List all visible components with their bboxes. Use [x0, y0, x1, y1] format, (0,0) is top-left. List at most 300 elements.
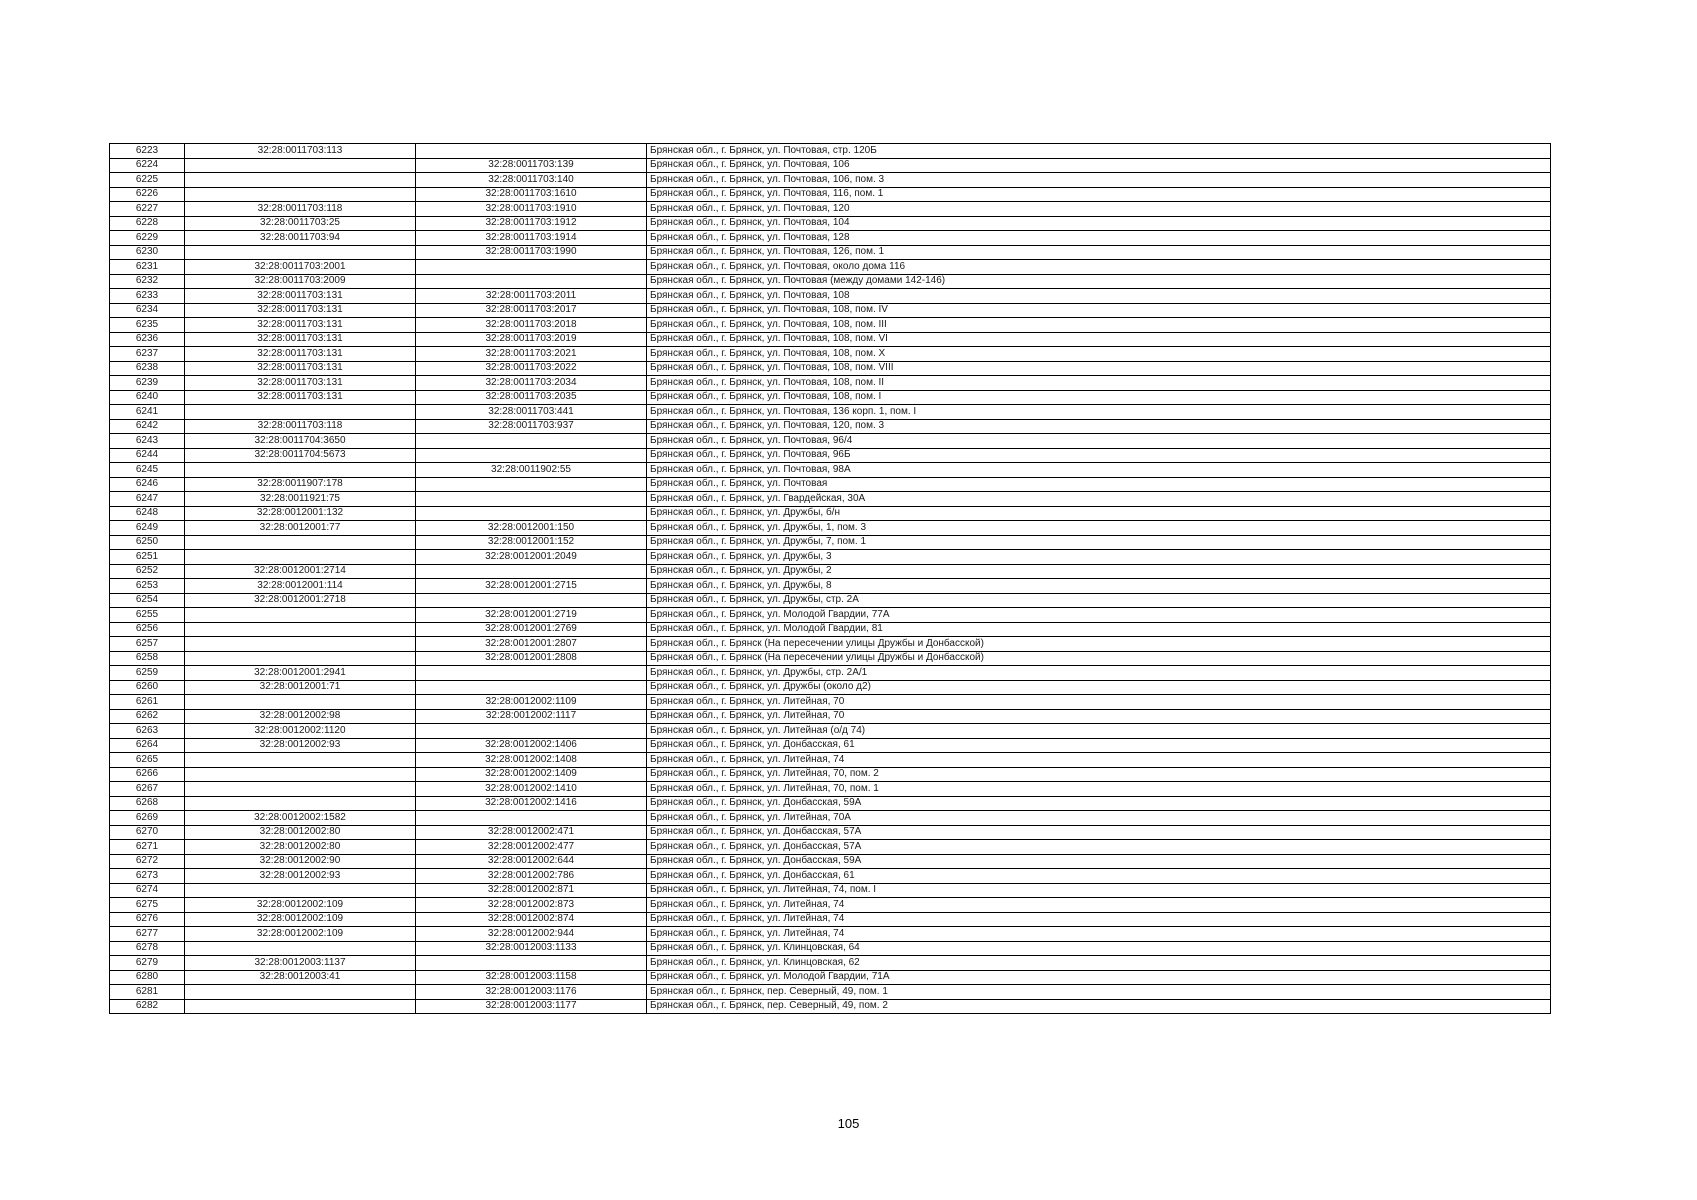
table-row: [110, 390, 1551, 405]
address-cell: Брянская обл., г. Брянск, ул. Гвардейская, 30А: [647, 492, 1551, 507]
object-cadastral-number-cell: [416, 593, 647, 608]
object-cadastral-number-cell: [416, 506, 647, 521]
row-number-cell: 6276: [110, 912, 185, 927]
table-row: [110, 318, 1551, 333]
row-number-cell: 6279: [110, 956, 185, 971]
row-number-cell: 6277: [110, 927, 185, 942]
table-row: [110, 347, 1551, 362]
parcel-cadastral-number-cell: 32:28:0011703:25: [185, 216, 416, 231]
address-cell: Брянская обл., г. Брянск, ул. Почтовая, 108, пом. III: [647, 318, 1551, 333]
table-row: [110, 216, 1551, 231]
address-cell: Брянская обл., г. Брянск, ул. Дружбы, 8: [647, 579, 1551, 594]
table-row: [110, 289, 1551, 304]
table-row: [110, 941, 1551, 956]
parcel-cadastral-number-cell: 32:28:0011921:75: [185, 492, 416, 507]
table-row: [110, 637, 1551, 652]
address-cell: Брянская обл., г. Брянск, ул. Почтовая, 108: [647, 289, 1551, 304]
object-cadastral-number-cell: 32:28:0011703:2022: [416, 361, 647, 376]
object-cadastral-number-cell: 32:28:0011703:1914: [416, 231, 647, 246]
address-cell: Брянская обл., г. Брянск, ул. Донбасская, 61: [647, 738, 1551, 753]
parcel-cadastral-number-cell: 32:28:0011703:2009: [185, 274, 416, 289]
address-cell: Брянская обл., г. Брянск, ул. Почтовая: [647, 477, 1551, 492]
address-cell: Брянская обл., г. Брянск, ул. Молодой Гвардии, 71А: [647, 970, 1551, 985]
row-number-cell: 6264: [110, 738, 185, 753]
row-number-cell: 6272: [110, 854, 185, 869]
parcel-cadastral-number-cell: 32:28:0012001:2714: [185, 564, 416, 579]
parcel-cadastral-number-cell: [185, 405, 416, 420]
parcel-cadastral-number-cell: [185, 651, 416, 666]
parcel-cadastral-number-cell: 32:28:0011703:131: [185, 347, 416, 362]
address-cell: Брянская обл., г. Брянск, ул. Почтовая, 120, пом. 3: [647, 419, 1551, 434]
address-cell: Брянская обл., г. Брянск, ул. Литейная, 70: [647, 709, 1551, 724]
address-cell: Брянская обл., г. Брянск, ул. Дружбы, 1, пом. 3: [647, 521, 1551, 536]
records-table: [109, 143, 1551, 1014]
address-cell: Брянская обл., г. Брянск, ул. Литейная, 74: [647, 753, 1551, 768]
object-cadastral-number-cell: 32:28:0012002:871: [416, 883, 647, 898]
row-number-cell: 6246: [110, 477, 185, 492]
table-row: [110, 651, 1551, 666]
parcel-cadastral-number-cell: [185, 695, 416, 710]
parcel-cadastral-number-cell: [185, 550, 416, 565]
address-cell: Брянская обл., г. Брянск, ул. Почтовая, 106: [647, 158, 1551, 173]
row-number-cell: 6244: [110, 448, 185, 463]
table-row: [110, 753, 1551, 768]
address-cell: Брянская обл., г. Брянск, ул. Почтовая, 126, пом. 1: [647, 245, 1551, 260]
address-cell: Брянская обл., г. Брянск, ул. Литейная (о/д 74): [647, 724, 1551, 739]
parcel-cadastral-number-cell: [185, 463, 416, 478]
object-cadastral-number-cell: [416, 448, 647, 463]
table-row: [110, 796, 1551, 811]
address-cell: Брянская обл., г. Брянск, ул. Почтовая, 96/4: [647, 434, 1551, 449]
address-cell: Брянская обл., г. Брянск, ул. Дружбы, 7, пом. 1: [647, 535, 1551, 550]
parcel-cadastral-number-cell: [185, 782, 416, 797]
object-cadastral-number-cell: 32:28:0012001:2049: [416, 550, 647, 565]
address-cell: Брянская обл., г. Брянск, ул. Литейная, 70: [647, 695, 1551, 710]
row-number-cell: 6249: [110, 521, 185, 536]
parcel-cadastral-number-cell: [185, 985, 416, 1000]
object-cadastral-number-cell: 32:28:0011703:1910: [416, 202, 647, 217]
parcel-cadastral-number-cell: 32:28:0011703:94: [185, 231, 416, 246]
table-row: [110, 448, 1551, 463]
object-cadastral-number-cell: 32:28:0011703:139: [416, 158, 647, 173]
row-number-cell: 6253: [110, 579, 185, 594]
table-row: [110, 709, 1551, 724]
row-number-cell: 6232: [110, 274, 185, 289]
row-number-cell: 6239: [110, 376, 185, 391]
parcel-cadastral-number-cell: 32:28:0012001:77: [185, 521, 416, 536]
object-cadastral-number-cell: [416, 274, 647, 289]
address-cell: Брянская обл., г. Брянск, ул. Почтовая, 128: [647, 231, 1551, 246]
parcel-cadastral-number-cell: 32:28:0012002:109: [185, 912, 416, 927]
address-cell: Брянская обл., г. Брянск, ул. Почтовая, 136 корп. 1, пом. I: [647, 405, 1551, 420]
row-number-cell: 6257: [110, 637, 185, 652]
parcel-cadastral-number-cell: [185, 187, 416, 202]
parcel-cadastral-number-cell: 32:28:0012002:1120: [185, 724, 416, 739]
object-cadastral-number-cell: 32:28:0012001:2808: [416, 651, 647, 666]
row-number-cell: 6234: [110, 303, 185, 318]
address-cell: Брянская обл., г. Брянск, пер. Северный, 49, пом. 1: [647, 985, 1551, 1000]
table-row: [110, 927, 1551, 942]
object-cadastral-number-cell: [416, 811, 647, 826]
row-number-cell: 6269: [110, 811, 185, 826]
address-cell: Брянская обл., г. Брянск, ул. Дружбы (около д2): [647, 680, 1551, 695]
row-number-cell: 6263: [110, 724, 185, 739]
parcel-cadastral-number-cell: 32:28:0011703:118: [185, 202, 416, 217]
table-row: [110, 883, 1551, 898]
row-number-cell: 6255: [110, 608, 185, 623]
row-number-cell: 6238: [110, 361, 185, 376]
parcel-cadastral-number-cell: 32:28:0011703:131: [185, 289, 416, 304]
table-row: [110, 260, 1551, 275]
table-row: [110, 158, 1551, 173]
object-cadastral-number-cell: 32:28:0011703:140: [416, 173, 647, 188]
object-cadastral-number-cell: 32:28:0012002:477: [416, 840, 647, 855]
row-number-cell: 6261: [110, 695, 185, 710]
address-cell: Брянская обл., г. Брянск, ул. Донбасская, 59А: [647, 854, 1551, 869]
table-row: [110, 564, 1551, 579]
address-cell: Брянская обл., г. Брянск, ул. Литейная, 74: [647, 912, 1551, 927]
table-row: [110, 854, 1551, 869]
parcel-cadastral-number-cell: 32:28:0011703:131: [185, 318, 416, 333]
address-cell: Брянская обл., г. Брянск, ул. Почтовая, 120: [647, 202, 1551, 217]
table-row: [110, 666, 1551, 681]
object-cadastral-number-cell: 32:28:0011703:2011: [416, 289, 647, 304]
address-cell: Брянская обл., г. Брянск, ул. Дружбы, б/н: [647, 506, 1551, 521]
address-cell: Брянская обл., г. Брянск, ул. Почтовая, около дома 116: [647, 260, 1551, 275]
table-row: [110, 724, 1551, 739]
table-row: [110, 463, 1551, 478]
table-row: [110, 376, 1551, 391]
address-cell: Брянская обл., г. Брянск, ул. Почтовая (между домами 142-146): [647, 274, 1551, 289]
object-cadastral-number-cell: 32:28:0012003:1177: [416, 999, 647, 1014]
parcel-cadastral-number-cell: [185, 608, 416, 623]
row-number-cell: 6254: [110, 593, 185, 608]
parcel-cadastral-number-cell: 32:28:0012002:93: [185, 738, 416, 753]
row-number-cell: 6243: [110, 434, 185, 449]
table-row: [110, 608, 1551, 623]
parcel-cadastral-number-cell: 32:28:0012003:41: [185, 970, 416, 985]
object-cadastral-number-cell: 32:28:0012001:2715: [416, 579, 647, 594]
address-cell: Брянская обл., г. Брянск, ул. Почтовая, 108, пом. X: [647, 347, 1551, 362]
row-number-cell: 6278: [110, 941, 185, 956]
row-number-cell: 6231: [110, 260, 185, 275]
object-cadastral-number-cell: 32:28:0012003:1158: [416, 970, 647, 985]
object-cadastral-number-cell: [416, 724, 647, 739]
object-cadastral-number-cell: 32:28:0012002:471: [416, 825, 647, 840]
object-cadastral-number-cell: 32:28:0012002:1409: [416, 767, 647, 782]
row-number-cell: 6275: [110, 898, 185, 913]
address-cell: Брянская обл., г. Брянск, ул. Литейная, 70, пом. 1: [647, 782, 1551, 797]
parcel-cadastral-number-cell: [185, 941, 416, 956]
records-table-body: [110, 144, 1551, 1014]
object-cadastral-number-cell: 32:28:0012002:1109: [416, 695, 647, 710]
page-number: 105: [837, 1116, 860, 1131]
object-cadastral-number-cell: 32:28:0012001:150: [416, 521, 647, 536]
row-number-cell: 6271: [110, 840, 185, 855]
row-number-cell: 6225: [110, 173, 185, 188]
object-cadastral-number-cell: 32:28:0012003:1133: [416, 941, 647, 956]
object-cadastral-number-cell: [416, 564, 647, 579]
row-number-cell: 6233: [110, 289, 185, 304]
table-row: [110, 680, 1551, 695]
address-cell: Брянская обл., г. Брянск, ул. Донбасская, 57А: [647, 840, 1551, 855]
address-cell: Брянская обл., г. Брянск, ул. Почтовая, 98А: [647, 463, 1551, 478]
address-cell: Брянская обл., г. Брянск, ул. Почтовая, 108, пом. VIII: [647, 361, 1551, 376]
object-cadastral-number-cell: 32:28:0011703:2035: [416, 390, 647, 405]
table-row: [110, 187, 1551, 202]
address-cell: Брянская обл., г. Брянск, ул. Дружбы, стр. 2А/1: [647, 666, 1551, 681]
table-row: [110, 231, 1551, 246]
object-cadastral-number-cell: 32:28:0012003:1176: [416, 985, 647, 1000]
address-cell: Брянская обл., г. Брянск, ул. Дружбы, стр. 2А: [647, 593, 1551, 608]
parcel-cadastral-number-cell: [185, 245, 416, 260]
parcel-cadastral-number-cell: 32:28:0011703:131: [185, 390, 416, 405]
parcel-cadastral-number-cell: [185, 883, 416, 898]
parcel-cadastral-number-cell: 32:28:0011704:5673: [185, 448, 416, 463]
address-cell: Брянская обл., г. Брянск, ул. Почтовая, 108, пом. IV: [647, 303, 1551, 318]
row-number-cell: 6280: [110, 970, 185, 985]
parcel-cadastral-number-cell: 32:28:0012001:2941: [185, 666, 416, 681]
address-cell: Брянская обл., г. Брянск, пер. Северный, 49, пом. 2: [647, 999, 1551, 1014]
object-cadastral-number-cell: 32:28:0011703:2019: [416, 332, 647, 347]
table-row: [110, 521, 1551, 536]
address-cell: Брянская обл., г. Брянск, ул. Молодой Гвардии, 81: [647, 622, 1551, 637]
object-cadastral-number-cell: 32:28:0012001:2769: [416, 622, 647, 637]
address-cell: Брянская обл., г. Брянск, ул. Почтовая, 108, пом. VI: [647, 332, 1551, 347]
row-number-cell: 6262: [110, 709, 185, 724]
parcel-cadastral-number-cell: 32:28:0012002:93: [185, 869, 416, 884]
address-cell: Брянская обл., г. Брянск, ул. Донбасская, 61: [647, 869, 1551, 884]
table-row: [110, 898, 1551, 913]
table-row: [110, 332, 1551, 347]
table-row: [110, 535, 1551, 550]
object-cadastral-number-cell: 32:28:0011902:55: [416, 463, 647, 478]
table-row: [110, 434, 1551, 449]
parcel-cadastral-number-cell: 32:28:0012002:80: [185, 825, 416, 840]
parcel-cadastral-number-cell: [185, 158, 416, 173]
address-cell: Брянская обл., г. Брянск, ул. Почтовая, 116, пом. 1: [647, 187, 1551, 202]
table-row: [110, 970, 1551, 985]
object-cadastral-number-cell: 32:28:0012001:2807: [416, 637, 647, 652]
table-row: [110, 245, 1551, 260]
row-number-cell: 6258: [110, 651, 185, 666]
table-row: [110, 840, 1551, 855]
table-row: [110, 144, 1551, 159]
row-number-cell: 6223: [110, 144, 185, 159]
address-cell: Брянская обл., г. Брянск, ул. Донбасская, 59А: [647, 796, 1551, 811]
address-cell: Брянская обл., г. Брянск, ул. Почтовая, стр. 120Б: [647, 144, 1551, 159]
object-cadastral-number-cell: 32:28:0011703:2021: [416, 347, 647, 362]
row-number-cell: 6256: [110, 622, 185, 637]
table-row: [110, 695, 1551, 710]
table-row: [110, 767, 1551, 782]
parcel-cadastral-number-cell: [185, 999, 416, 1014]
object-cadastral-number-cell: 32:28:0012002:1406: [416, 738, 647, 753]
address-cell: Брянская обл., г. Брянск, ул. Донбасская, 57А: [647, 825, 1551, 840]
object-cadastral-number-cell: [416, 492, 647, 507]
row-number-cell: 6235: [110, 318, 185, 333]
object-cadastral-number-cell: 32:28:0012002:874: [416, 912, 647, 927]
row-number-cell: 6268: [110, 796, 185, 811]
object-cadastral-number-cell: [416, 666, 647, 681]
object-cadastral-number-cell: 32:28:0011703:2034: [416, 376, 647, 391]
row-number-cell: 6247: [110, 492, 185, 507]
row-number-cell: 6241: [110, 405, 185, 420]
row-number-cell: 6251: [110, 550, 185, 565]
object-cadastral-number-cell: 32:28:0011703:2018: [416, 318, 647, 333]
table-row: [110, 869, 1551, 884]
row-number-cell: 6266: [110, 767, 185, 782]
parcel-cadastral-number-cell: 32:28:0012001:71: [185, 680, 416, 695]
object-cadastral-number-cell: [416, 477, 647, 492]
object-cadastral-number-cell: 32:28:0012001:2719: [416, 608, 647, 623]
address-cell: Брянская обл., г. Брянск, ул. Клинцовская, 64: [647, 941, 1551, 956]
parcel-cadastral-number-cell: 32:28:0011703:131: [185, 332, 416, 347]
address-cell: Брянская обл., г. Брянск (На пересечении улицы Дружбы и Донбасской): [647, 637, 1551, 652]
row-number-cell: 6252: [110, 564, 185, 579]
parcel-cadastral-number-cell: [185, 173, 416, 188]
parcel-cadastral-number-cell: 32:28:0012002:109: [185, 898, 416, 913]
parcel-cadastral-number-cell: 32:28:0012002:1582: [185, 811, 416, 826]
object-cadastral-number-cell: 32:28:0011703:441: [416, 405, 647, 420]
parcel-cadastral-number-cell: 32:28:0012002:80: [185, 840, 416, 855]
table-row: [110, 912, 1551, 927]
parcel-cadastral-number-cell: 32:28:0011703:131: [185, 303, 416, 318]
parcel-cadastral-number-cell: 32:28:0012001:2718: [185, 593, 416, 608]
address-cell: Брянская обл., г. Брянск, ул. Дружбы, 3: [647, 550, 1551, 565]
parcel-cadastral-number-cell: 32:28:0011704:3650: [185, 434, 416, 449]
row-number-cell: 6265: [110, 753, 185, 768]
row-number-cell: 6240: [110, 390, 185, 405]
object-cadastral-number-cell: 32:28:0012002:1410: [416, 782, 647, 797]
parcel-cadastral-number-cell: [185, 637, 416, 652]
address-cell: Брянская обл., г. Брянск, ул. Литейная, 70А: [647, 811, 1551, 826]
row-number-cell: 6250: [110, 535, 185, 550]
object-cadastral-number-cell: 32:28:0011703:1990: [416, 245, 647, 260]
parcel-cadastral-number-cell: 32:28:0012003:1137: [185, 956, 416, 971]
table-row: [110, 477, 1551, 492]
table-row: [110, 956, 1551, 971]
table-row: [110, 405, 1551, 420]
table-row: [110, 622, 1551, 637]
address-cell: Брянская обл., г. Брянск, ул. Почтовая, 104: [647, 216, 1551, 231]
address-cell: Брянская обл., г. Брянск, ул. Почтовая, 96Б: [647, 448, 1551, 463]
row-number-cell: 6230: [110, 245, 185, 260]
object-cadastral-number-cell: 32:28:0011703:2017: [416, 303, 647, 318]
object-cadastral-number-cell: 32:28:0012002:944: [416, 927, 647, 942]
parcel-cadastral-number-cell: 32:28:0012002:109: [185, 927, 416, 942]
object-cadastral-number-cell: [416, 434, 647, 449]
table-row: [110, 550, 1551, 565]
table-row: [110, 738, 1551, 753]
address-cell: Брянская обл., г. Брянск, ул. Литейная, 74, пом. I: [647, 883, 1551, 898]
row-number-cell: 6260: [110, 680, 185, 695]
table-row: [110, 985, 1551, 1000]
address-cell: Брянская обл., г. Брянск, ул. Литейная, 70, пом. 2: [647, 767, 1551, 782]
row-number-cell: 6228: [110, 216, 185, 231]
address-cell: Брянская обл., г. Брянск, ул. Почтовая, 108, пом. I: [647, 390, 1551, 405]
parcel-cadastral-number-cell: [185, 753, 416, 768]
parcel-cadastral-number-cell: 32:28:0011703:118: [185, 419, 416, 434]
parcel-cadastral-number-cell: 32:28:0011703:131: [185, 376, 416, 391]
parcel-cadastral-number-cell: 32:28:0012001:114: [185, 579, 416, 594]
parcel-cadastral-number-cell: [185, 796, 416, 811]
row-number-cell: 6237: [110, 347, 185, 362]
object-cadastral-number-cell: [416, 680, 647, 695]
object-cadastral-number-cell: [416, 144, 647, 159]
address-cell: Брянская обл., г. Брянск, ул. Литейная, 74: [647, 927, 1551, 942]
row-number-cell: 6282: [110, 999, 185, 1014]
object-cadastral-number-cell: [416, 260, 647, 275]
table-row: [110, 579, 1551, 594]
row-number-cell: 6229: [110, 231, 185, 246]
address-cell: Брянская обл., г. Брянск, ул. Литейная, 74: [647, 898, 1551, 913]
parcel-cadastral-number-cell: 32:28:0011703:131: [185, 361, 416, 376]
object-cadastral-number-cell: 32:28:0012002:644: [416, 854, 647, 869]
parcel-cadastral-number-cell: 32:28:0011703:2001: [185, 260, 416, 275]
address-cell: Брянская обл., г. Брянск, ул. Почтовая, 108, пом. II: [647, 376, 1551, 391]
object-cadastral-number-cell: 32:28:0011703:1610: [416, 187, 647, 202]
parcel-cadastral-number-cell: 32:28:0011703:113: [185, 144, 416, 159]
row-number-cell: 6274: [110, 883, 185, 898]
object-cadastral-number-cell: 32:28:0012002:786: [416, 869, 647, 884]
table-row: [110, 506, 1551, 521]
row-number-cell: 6259: [110, 666, 185, 681]
object-cadastral-number-cell: 32:28:0012002:1416: [416, 796, 647, 811]
row-number-cell: 6227: [110, 202, 185, 217]
table-row: [110, 173, 1551, 188]
address-cell: Брянская обл., г. Брянск (На пересечении улицы Дружбы и Донбасской): [647, 651, 1551, 666]
parcel-cadastral-number-cell: 32:28:0012002:98: [185, 709, 416, 724]
parcel-cadastral-number-cell: 32:28:0012002:90: [185, 854, 416, 869]
row-number-cell: 6236: [110, 332, 185, 347]
parcel-cadastral-number-cell: [185, 622, 416, 637]
parcel-cadastral-number-cell: [185, 767, 416, 782]
address-cell: Брянская обл., г. Брянск, ул. Клинцовская, 62: [647, 956, 1551, 971]
row-number-cell: 6242: [110, 419, 185, 434]
table-row: [110, 811, 1551, 826]
parcel-cadastral-number-cell: 32:28:0012001:132: [185, 506, 416, 521]
table-row: [110, 593, 1551, 608]
address-cell: Брянская обл., г. Брянск, ул. Молодой Гвардии, 77А: [647, 608, 1551, 623]
table-row: [110, 825, 1551, 840]
object-cadastral-number-cell: [416, 956, 647, 971]
address-cell: Брянская обл., г. Брянск, ул. Дружбы, 2: [647, 564, 1551, 579]
address-cell: Брянская обл., г. Брянск, ул. Почтовая, 106, пом. 3: [647, 173, 1551, 188]
table-row: [110, 782, 1551, 797]
table-row: [110, 419, 1551, 434]
object-cadastral-number-cell: 32:28:0011703:1912: [416, 216, 647, 231]
row-number-cell: 6267: [110, 782, 185, 797]
table-row: [110, 361, 1551, 376]
object-cadastral-number-cell: 32:28:0012002:1117: [416, 709, 647, 724]
row-number-cell: 6248: [110, 506, 185, 521]
table-row: [110, 274, 1551, 289]
object-cadastral-number-cell: 32:28:0011703:937: [416, 419, 647, 434]
row-number-cell: 6281: [110, 985, 185, 1000]
parcel-cadastral-number-cell: 32:28:0011907:178: [185, 477, 416, 492]
row-number-cell: 6226: [110, 187, 185, 202]
row-number-cell: 6224: [110, 158, 185, 173]
object-cadastral-number-cell: 32:28:0012002:873: [416, 898, 647, 913]
row-number-cell: 6273: [110, 869, 185, 884]
object-cadastral-number-cell: 32:28:0012001:152: [416, 535, 647, 550]
parcel-cadastral-number-cell: [185, 535, 416, 550]
row-number-cell: 6245: [110, 463, 185, 478]
table-row: [110, 492, 1551, 507]
row-number-cell: 6270: [110, 825, 185, 840]
table-row: [110, 202, 1551, 217]
